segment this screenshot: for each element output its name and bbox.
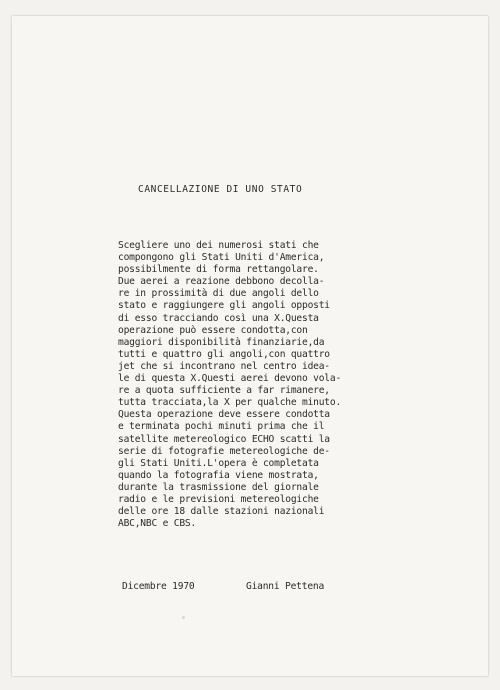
body-line: le di questa X.Questi aerei devono vola- bbox=[118, 373, 342, 385]
typewritten-page bbox=[12, 16, 488, 676]
body-line: compongono gli Stati Uniti d'America, bbox=[118, 252, 325, 264]
body-line: satellite metereologico ECHO scatti la bbox=[118, 433, 330, 445]
body-line: serie di fotografie metereologiche de- bbox=[118, 445, 330, 457]
document-author: Gianni Pettena bbox=[246, 581, 325, 592]
body-line: Questa operazione deve essere condotta bbox=[118, 409, 330, 421]
body-line: di esso tracciando così una X.Questa bbox=[118, 312, 319, 324]
body-line: e terminata pochi minuti prima che il bbox=[118, 421, 325, 433]
body-line: stato e raggiungere gli angoli opposti bbox=[118, 300, 330, 312]
body-line: jet che si incontrano nel centro idea- bbox=[118, 360, 330, 372]
paper-mark bbox=[182, 616, 185, 619]
body-line: possibilmente di forma rettangolare. bbox=[118, 264, 319, 276]
body-line: Scegliere uno dei numerosi stati che bbox=[118, 240, 319, 251]
body-line: radio e le previsioni metereologiche bbox=[118, 493, 319, 505]
body-line: re in prossimità di due angoli dello bbox=[118, 288, 319, 300]
body-line: gli Stati Uniti.L'opera è completata bbox=[118, 457, 319, 469]
body-line: tutta tracciata,la X per qualche minuto. bbox=[118, 397, 342, 409]
document-body bbox=[118, 240, 378, 530]
document-title: CANCELLAZIONE DI UNO STATO bbox=[138, 184, 303, 195]
body-line: re a quota sufficiente a far rimanere, bbox=[118, 385, 330, 397]
body-line: Due aerei a reazione debbono decolla- bbox=[118, 276, 325, 288]
body-line: maggiori disponibilità finanziarie,da bbox=[118, 336, 325, 348]
body-line: operazione può essere condotta,con bbox=[118, 324, 308, 336]
body-line: tutti e quattro gli angoli,con quattro bbox=[118, 348, 330, 360]
body-line: quando la fotografia viene mostrata, bbox=[118, 469, 319, 481]
body-line: durante la trasmissione del giornale bbox=[118, 481, 319, 493]
document-date: Dicembre 1970 bbox=[122, 581, 195, 592]
body-line: delle ore 18 dalle stazioni nazionali bbox=[118, 506, 325, 518]
body-line: ABC,NBC e CBS. bbox=[118, 518, 197, 530]
